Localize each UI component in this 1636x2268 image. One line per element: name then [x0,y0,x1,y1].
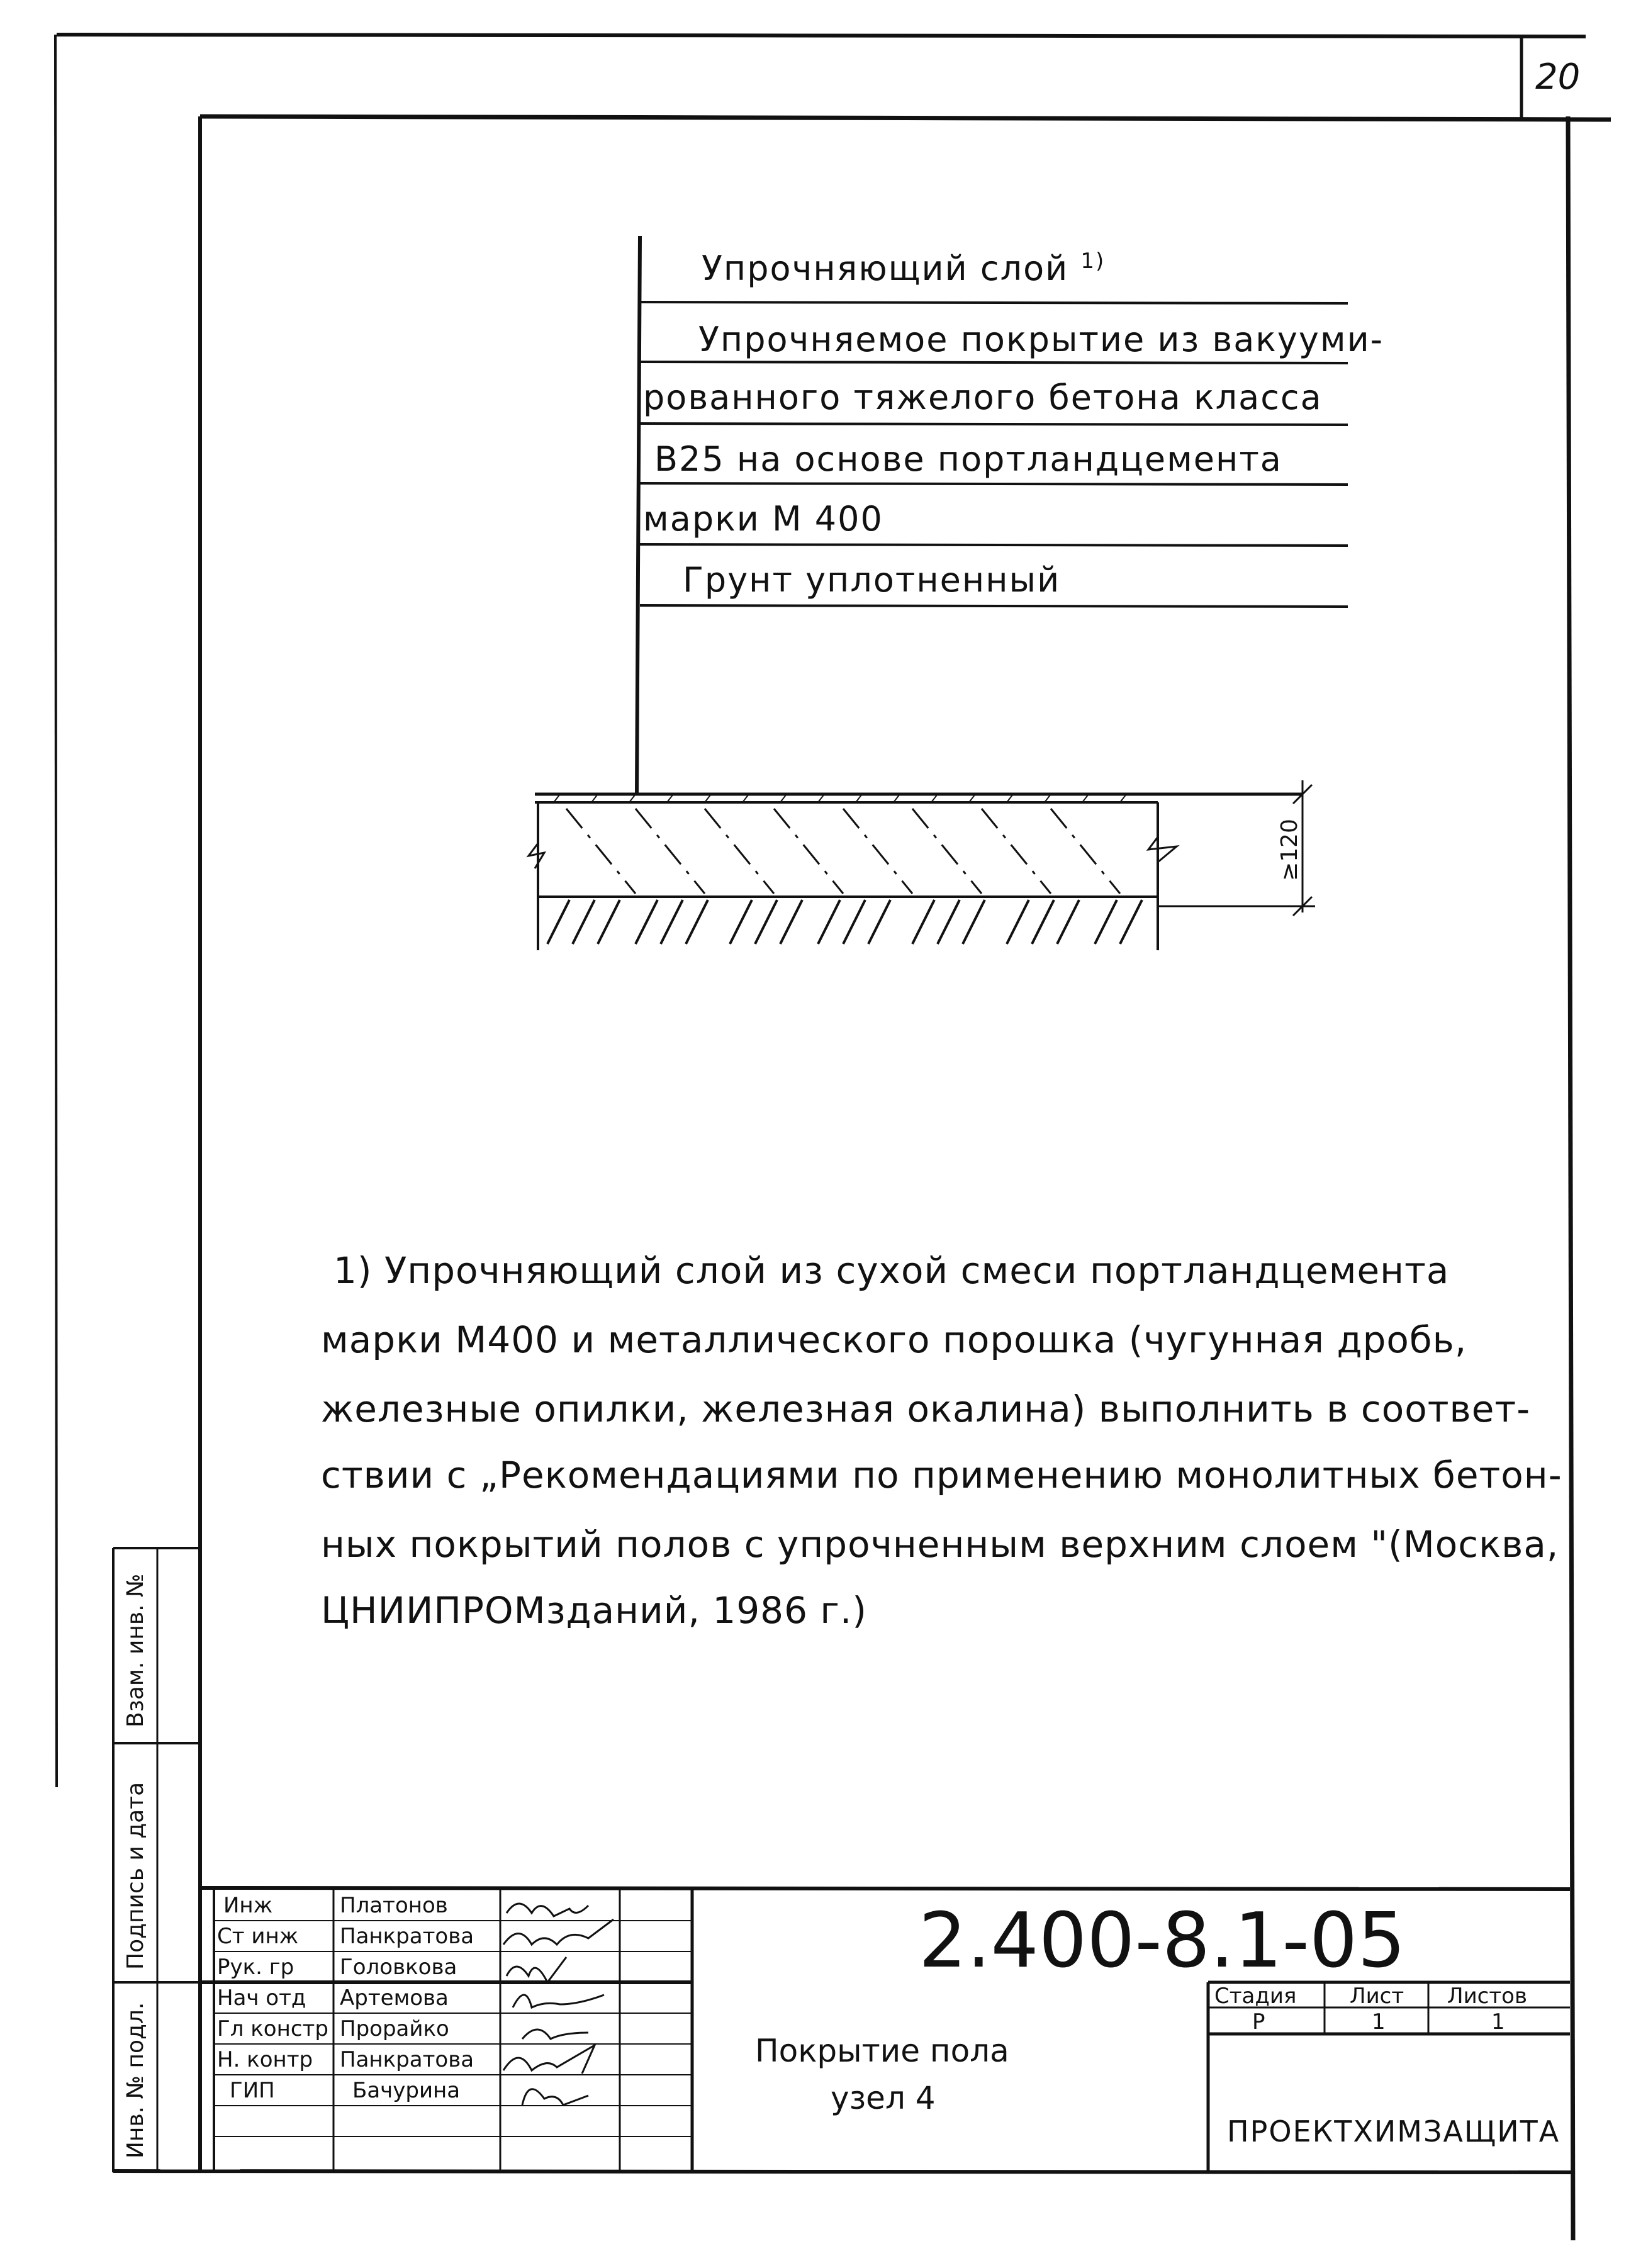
side-label-replace-inv: Взам. инв. № [123,1573,148,1727]
stage-label: Стадия [1214,1984,1297,2009]
leader-line [637,236,640,793]
shelf-3 [640,424,1348,425]
side-label-inv-orig: Инв. № подл. [123,2002,148,2159]
layer-label-coating-line3: В25 на основе портландцемента [654,439,1282,479]
footnote-line-5: ных покрытий полов с упрочненным верхним слоем "(Москва, [321,1523,1559,1566]
stamp-name-2: Панкратова [340,1924,474,1949]
side-label-sign-date: Подпись и дата [123,1782,148,1970]
frame-bottom [113,2171,1573,2172]
drawing-title-line1: Покрытие пола [755,2033,1009,2069]
stage-value: Р [1252,2009,1265,2035]
stamp-role-7: ГИП [230,2078,275,2103]
drawing-title-line2: узел 4 [831,2080,936,2116]
stamp-name-4: Артемова [340,1985,449,2011]
stamp-role-3: Рук. гр [217,1955,294,1980]
shelf-4 [640,483,1348,485]
stamp-role-6: Н. контр [217,2047,313,2072]
sheet-label: Лист [1350,1984,1404,2009]
sheets-value: 1 [1491,2009,1505,2035]
layer-label-coating-line1: Упрочняемое покрытие из вакууми- [698,320,1384,359]
shelf-2 [640,362,1348,363]
sheet-left-edge [55,35,57,1787]
sheets-label: Листов [1447,1984,1528,2009]
dimension-label: ≥120 [1276,819,1303,881]
footnote-line-4: ствии с „Рекомендациями по применению монолитных бетон- [321,1454,1562,1496]
footnote-line-3: железные опилки, железная окалина) выполнить в соответ- [321,1388,1531,1430]
shelf-6 [640,605,1348,607]
layer-label-hardening [702,249,1105,288]
layer-label-ground: Грунт уплотненный [683,560,1061,600]
stamp-role-1: Инж [223,1893,273,1918]
stamp-role-4: Нач отд [217,1985,306,2011]
sheet-value: 1 [1372,2009,1386,2035]
footnote-line-1: 1) Упрочняющий слой из сухой смеси портландцемента [333,1249,1450,1292]
shelf-1 [640,302,1348,303]
sheet-top-border [57,35,1586,36]
organization-name: ПРОЕКТХИМЗАЩИТА [1227,2114,1560,2148]
title-block-grid [113,1548,1570,2172]
frame-right [1568,116,1573,2240]
floor-section [529,780,1315,950]
layer-label-coating-line4: марки М 400 [643,499,883,539]
footnote-line-6: ЦНИИПРОМзданий, 1986 г.) [321,1589,867,1632]
page-number: 20 [1535,57,1581,98]
stamp-name-7: Бачурина [352,2078,461,2103]
stamp-role-5: Гл констр [217,2016,328,2041]
layer-label-hardening-text: Упрочняющий слой [702,249,1069,288]
layer-label-hardening-footnote-mark: 1) [1080,249,1106,274]
stamp-name-1: Платонов [340,1893,448,1918]
stamp-role-2: Ст инж [217,1924,299,1949]
footnote-line-2: марки М400 и металлического порошка (чугунная дробь, [321,1318,1467,1361]
stamp-name-3: Головкова [340,1955,457,1980]
shelf-5 [640,544,1348,546]
frame-top [200,116,1611,120]
stamp-name-5: Прорайко [340,2016,449,2041]
stamp-name-6: Панкратова [340,2047,474,2072]
layer-label-coating-line2: рованного тяжелого бетона класса [643,378,1323,417]
document-number: 2.400-8.1-05 [919,1897,1406,1985]
